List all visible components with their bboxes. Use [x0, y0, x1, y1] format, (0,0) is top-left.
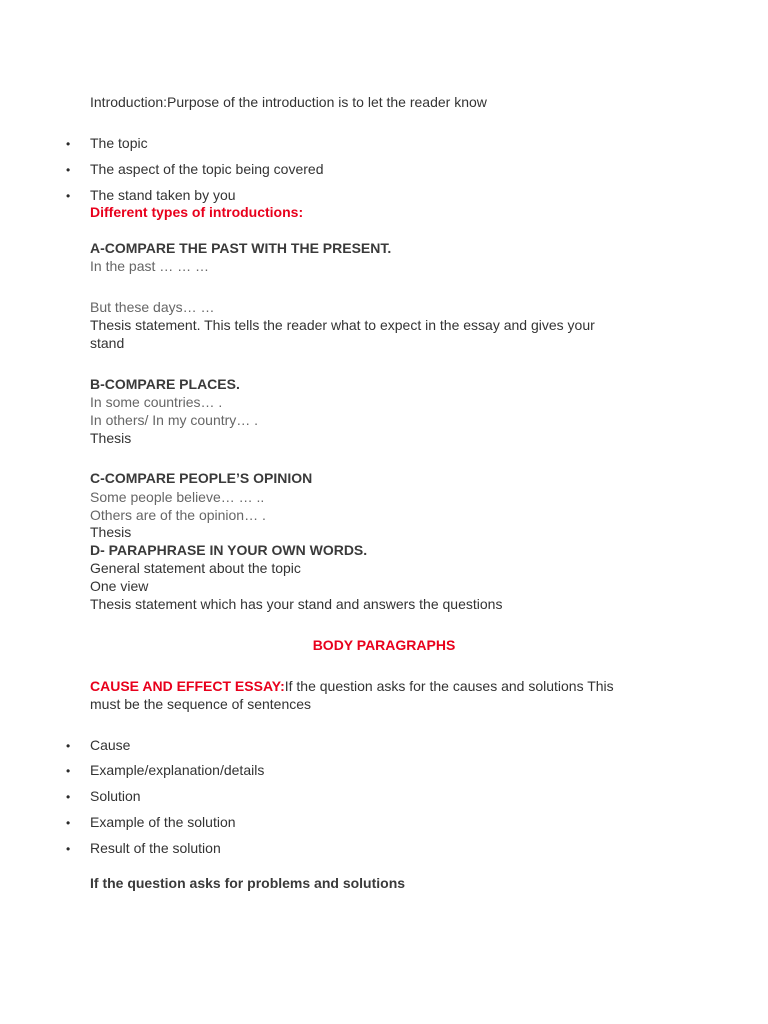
bullet-icon: •	[66, 764, 71, 778]
section-a-title: A-COMPARE THE PAST WITH THE PRESENT.	[90, 240, 392, 256]
problems-solutions-heading: If the question asks for problems and solutions	[90, 875, 406, 891]
section-c-line2: Others are of the opinion… .	[90, 507, 266, 523]
intro-bullet-aspect: The aspect of the topic being covered	[90, 161, 324, 177]
section-b-line1: In some countries… .	[90, 394, 223, 410]
bullet-icon: •	[66, 739, 71, 753]
bullet-icon: •	[66, 842, 71, 856]
intro-heading: Introduction:Purpose of the introduction is to let the reader know	[90, 94, 487, 110]
section-a-line-past: In the past … … …	[90, 258, 210, 274]
section-c-line1: Some people believe… … ..	[90, 489, 265, 505]
section-b-line2: In others/ In my country… .	[90, 412, 259, 428]
section-d-line2: One view	[90, 578, 149, 594]
cause-bullet-result: Result of the solution	[90, 840, 221, 856]
bullet-icon: •	[66, 790, 71, 804]
section-a-line-these-days: But these days… …	[90, 299, 215, 315]
section-a-thesis-line1: Thesis statement. This tells the reader what to expect in the essay and gives your	[90, 317, 595, 333]
cause-bullet-example: Example/explanation/details	[90, 762, 265, 778]
bullet-icon: •	[66, 137, 71, 151]
cause-effect-text: If the question asks for the causes and solutions This	[284, 678, 614, 694]
section-c-thesis: Thesis	[90, 524, 132, 540]
section-b-thesis: Thesis	[90, 430, 132, 446]
cause-bullet-cause: Cause	[90, 737, 131, 753]
bullet-icon: •	[66, 189, 71, 203]
intro-bullet-stand: The stand taken by you	[90, 187, 236, 203]
cause-effect-label: CAUSE AND EFFECT ESSAY:	[90, 678, 285, 694]
bullet-icon: •	[66, 816, 71, 830]
intro-bullet-topic: The topic	[90, 135, 148, 151]
body-paragraphs-heading: BODY PARAGRAPHS	[312, 637, 456, 653]
section-c-title: C-COMPARE PEOPLE’S OPINION	[90, 470, 313, 486]
cause-effect-paragraph-line2: must be the sequence of sentences	[90, 696, 312, 712]
section-d-title: D- PARAPHRASE IN YOUR OWN WORDS.	[90, 542, 368, 558]
types-heading: Different types of introductions:	[90, 204, 304, 220]
section-a-thesis-line2: stand	[90, 335, 125, 351]
cause-bullet-solution: Solution	[90, 788, 141, 804]
section-d-line1: General statement about the topic	[90, 560, 301, 576]
cause-bullet-example-solution: Example of the solution	[90, 814, 236, 830]
section-b-title: B-COMPARE PLACES.	[90, 376, 240, 392]
cause-effect-paragraph-line1	[90, 677, 614, 695]
section-d-line3: Thesis statement which has your stand and answers the questions	[90, 596, 503, 612]
bullet-icon: •	[66, 163, 71, 177]
